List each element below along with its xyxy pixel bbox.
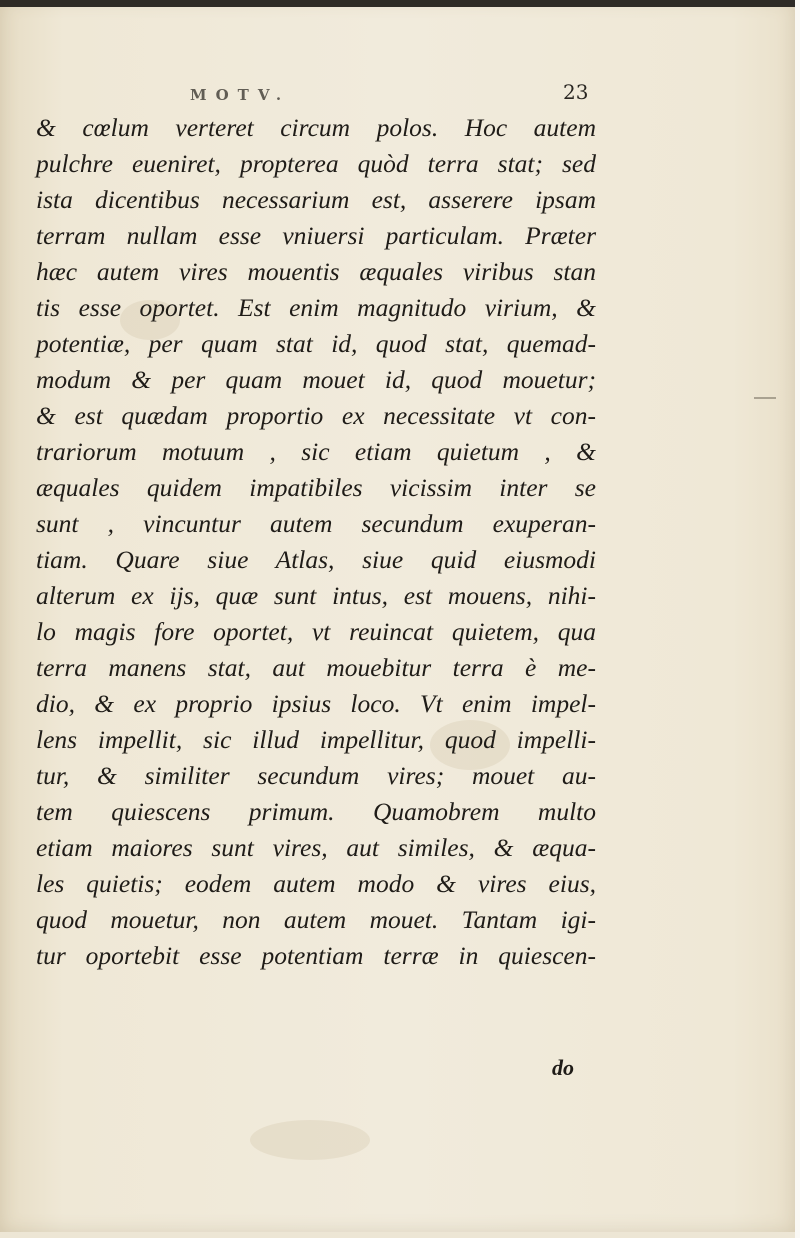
- text-line: tur oportebit esse potentiam terræ in quiescen-: [36, 941, 596, 970]
- text-line: sunt , vincuntur autem secundum exuperan-: [36, 509, 596, 538]
- text-line: tiam. Quare siue Atlas, siue quid eiusmodi: [36, 545, 596, 574]
- catchword: do: [552, 1055, 574, 1080]
- text-line: trariorum motuum , sic etiam quietum , &: [36, 437, 596, 466]
- running-head: MOTV.: [190, 86, 291, 104]
- text-line: modum & per quam mouet id, quod mouetur;: [36, 365, 596, 394]
- body-text: [36, 110, 596, 974]
- page-right-margin: [795, 0, 800, 1238]
- text-line: lens impellit, sic illud impellitur, quod impelli-: [36, 725, 596, 754]
- text-line: lo magis fore oportet, vt reuincat quietem, qua: [36, 617, 596, 646]
- text-line: etiam maiores sunt vires, aut similes, & æqua-: [36, 833, 596, 862]
- page-top-edge: [0, 0, 800, 7]
- text-line: terra manens stat, aut mouebitur terra è me-: [36, 653, 596, 682]
- margin-mark: [754, 397, 776, 399]
- text-line: quod mouetur, non autem mouet. Tantam igi-: [36, 905, 596, 934]
- text-line: tis esse oportet. Est enim magnitudo virium, &: [36, 293, 596, 322]
- text-line: dio, & ex proprio ipsius loco. Vt enim impel-: [36, 689, 596, 718]
- text-line: les quietis; eodem autem modo & vires eius,: [36, 869, 596, 898]
- text-line: ista dicentibus necessarium est, asserere ipsam: [36, 185, 596, 214]
- text-line: potentiæ, per quam stat id, quod stat, quemad-: [36, 329, 596, 358]
- text-line: tur, & similiter secundum vires; mouet au-: [36, 761, 596, 790]
- text-line: pulchre eueniret, propterea quòd terra stat; sed: [36, 149, 596, 178]
- text-line: æquales quidem impatibiles vicissim inter se: [36, 473, 596, 502]
- page-number: 23: [563, 80, 589, 104]
- text-line: & est quædam proportio ex necessitate vt con-: [36, 401, 596, 430]
- paper-stain: [250, 1120, 370, 1160]
- text-line: tem quiescens primum. Quamobrem multo: [36, 797, 596, 826]
- text-line: & cœlum verteret circum polos. Hoc autem: [36, 113, 596, 142]
- text-line: alterum ex ijs, quæ sunt intus, est mouens, nihi-: [36, 581, 596, 610]
- text-line: hæc autem vires mouentis æquales viribus stan: [36, 257, 596, 286]
- text-line: terram nullam esse vniuersi particulam. Præter: [36, 221, 596, 250]
